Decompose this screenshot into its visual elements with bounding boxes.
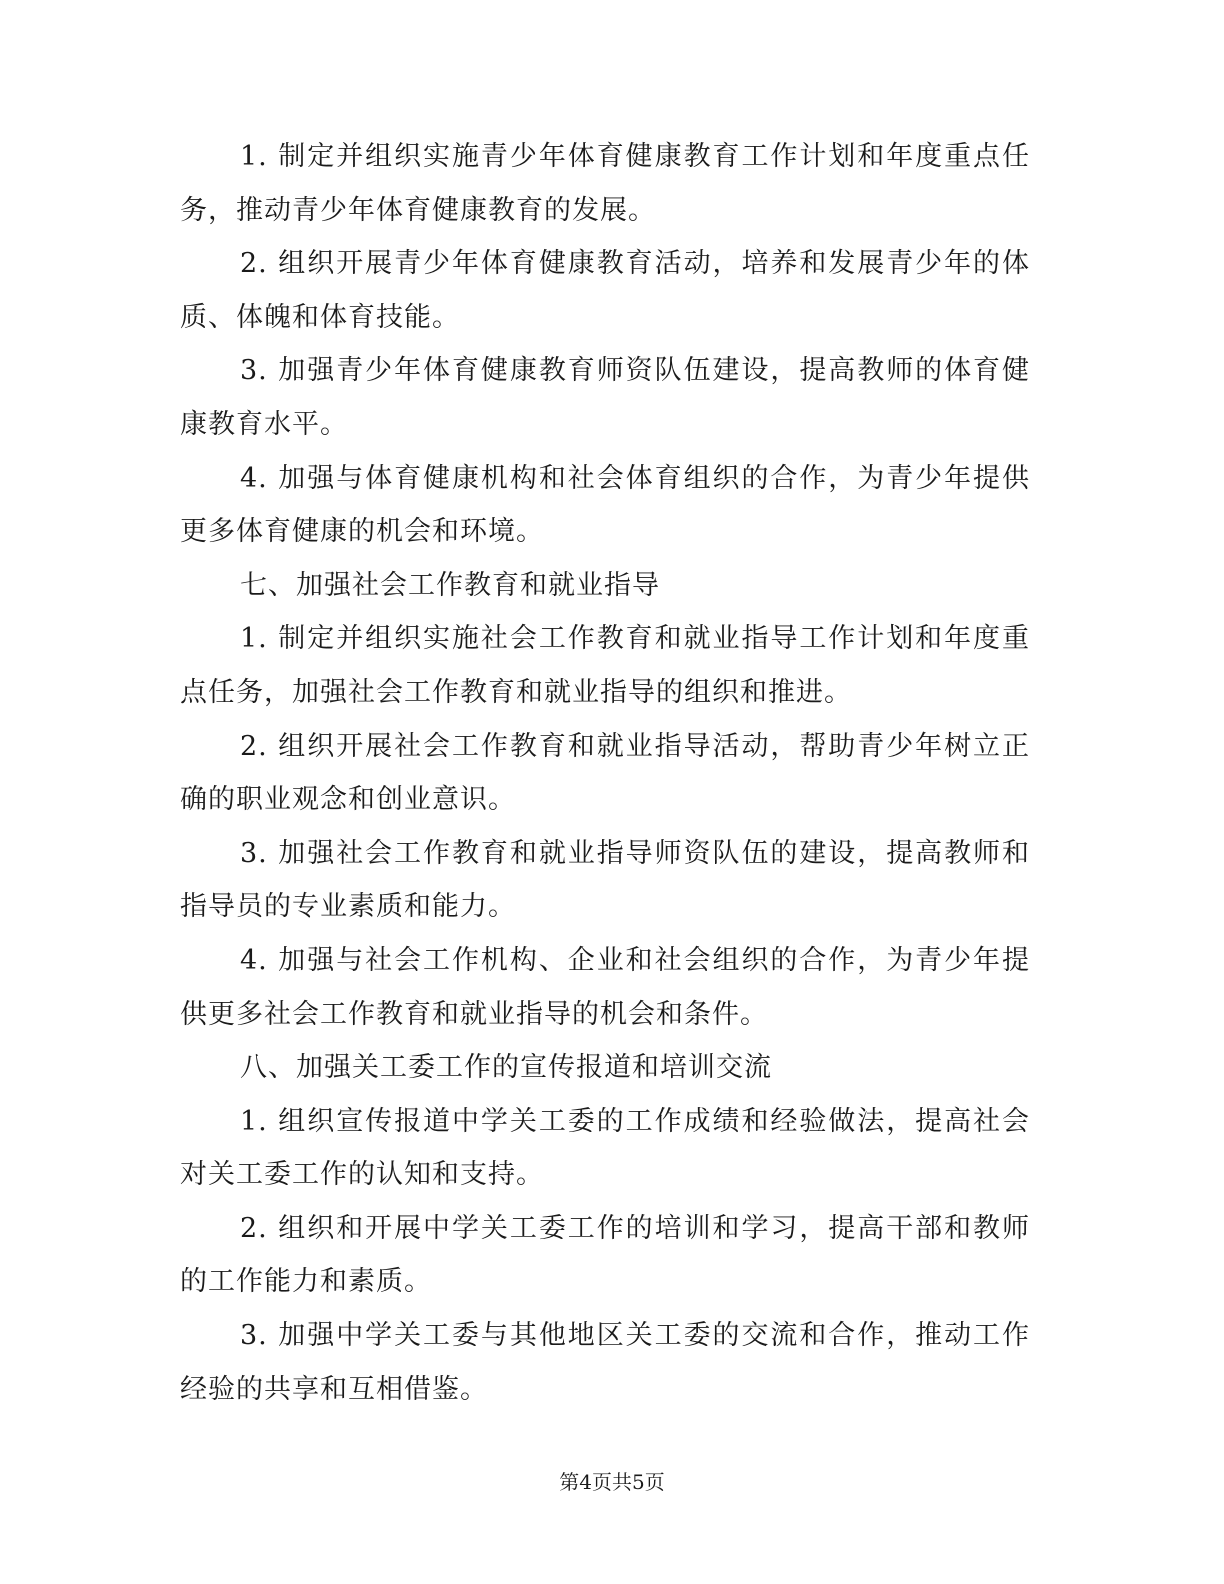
paragraph: 1. 组织宣传报道中学关工委的工作成绩和经验做法，提高社会对关工委工作的认知和支持。 (180, 1105, 1030, 1191)
paragraph: 4. 加强与体育健康机构和社会体育组织的合作，为青少年提供更多体育健康的机会和环境。 (180, 462, 1030, 548)
section-heading: 八、加强关工委工作的宣传报道和培训交流 (240, 1052, 772, 1084)
paragraph: 1. 制定并组织实施社会工作教育和就业指导工作计划和年度重点任务，加强社会工作教育和就业指导的组织和推进。 (180, 623, 1030, 708)
paragraph: 1. 制定并组织实施青少年体育健康教育工作计划和年度重点任务，推动青少年体育健康教育的发展。 (180, 141, 1030, 226)
paragraph: 3. 加强中学关工委与其他地区关工委的交流和合作，推动工作经验的共享和互相借鉴。 (180, 1320, 1030, 1405)
paragraph: 3. 加强青少年体育健康教育师资队伍建设，提高教师的体育健康教育水平。 (180, 355, 1030, 440)
paragraph: 2. 组织和开展中学关工委工作的培训和学习，提高干部和教师的工作能力和素质。 (180, 1212, 1030, 1298)
paragraph: 2. 组织开展青少年体育健康教育活动，培养和发展青少年的体质、体魄和体育技能。 (180, 248, 1030, 333)
page-number: 第4页共5页 (559, 1470, 665, 1494)
section-heading: 七、加强社会工作教育和就业指导 (240, 569, 660, 601)
document-body (180, 130, 1030, 1416)
paragraph: 4. 加强与社会工作机构、企业和社会组织的合作，为青少年提供更多社会工作教育和就业指导的机会和条件。 (180, 944, 1030, 1030)
paragraph: 3. 加强社会工作教育和就业指导师资队伍的建设，提高教师和指导员的专业素质和能力。 (180, 837, 1030, 923)
paragraph: 2. 组织开展社会工作教育和就业指导活动，帮助青少年树立正确的职业观念和创业意识。 (180, 730, 1030, 816)
